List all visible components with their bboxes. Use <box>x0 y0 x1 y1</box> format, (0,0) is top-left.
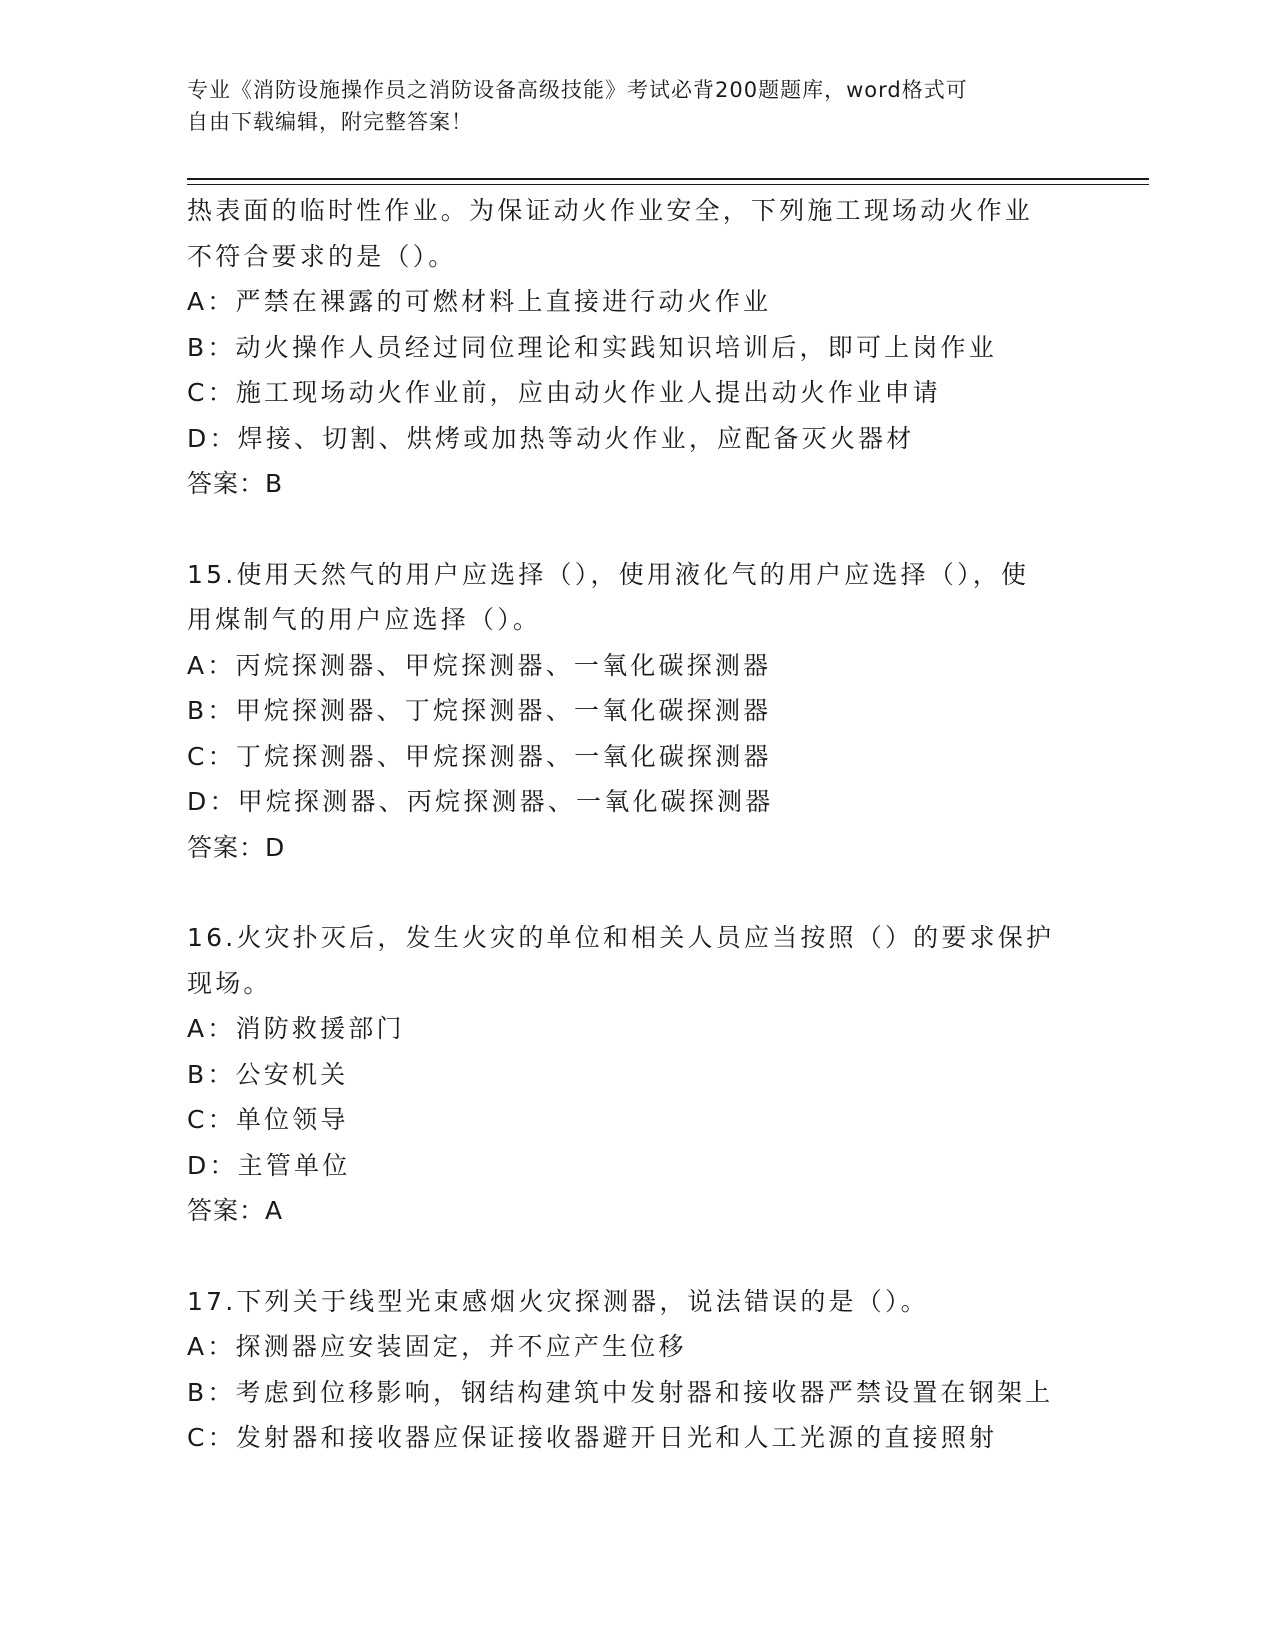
option-b: B：动火操作人员经过同位理论和实践知识培训后，即可上岗作业 <box>187 332 997 362</box>
option-c: C：发射器和接收器应保证接收器避开日光和人工光源的直接照射 <box>187 1423 998 1452</box>
option-d: D：主管单位 <box>187 1150 351 1180</box>
spacer <box>187 507 1087 552</box>
header-divider-thin <box>187 184 1149 185</box>
question-text: 不符合要求的是（）。 <box>187 241 457 271</box>
header-line-1: 专业《消防设施操作员之消防设备高级技能》考试必背200题题库，word格式可 <box>187 78 968 102</box>
answer: 答案：D <box>187 832 286 862</box>
option-a: A：消防救援部门 <box>187 1014 405 1043</box>
question-list <box>187 188 1087 1461</box>
question-text: 16.火灾扑灭后，发生火灾的单位和相关人员应当按照（）的要求保护 <box>187 923 1055 952</box>
document-header <box>187 74 1087 138</box>
question-17 <box>187 1279 1087 1461</box>
spacer <box>187 1234 1087 1279</box>
question-text: 热表面的临时性作业。为保证动火作业安全，下列施工现场动火作业 <box>187 196 1034 225</box>
option-b: B：公安机关 <box>187 1059 349 1089</box>
question-text: 17.下列关于线型光束感烟火灾探测器，说法错误的是（）。 <box>187 1286 929 1316</box>
answer: 答案：B <box>187 469 284 498</box>
option-a: A：严禁在裸露的可燃材料上直接进行动火作业 <box>187 287 772 316</box>
option-c: C：丁烷探测器、甲烷探测器、一氧化碳探测器 <box>187 741 772 771</box>
option-a: A：探测器应安装固定，并不应产生位移 <box>187 1332 687 1361</box>
option-d: D：焊接、切割、烘烤或加热等动火作业，应配备灭火器材 <box>187 423 915 453</box>
option-c: C：单位领导 <box>187 1105 349 1134</box>
header-divider-thick <box>187 178 1149 180</box>
question-14 <box>187 188 1087 507</box>
option-c: C：施工现场动火作业前，应由动火作业人提出动火作业申请 <box>187 378 941 407</box>
question-16 <box>187 915 1087 1234</box>
option-a: A：丙烷探测器、甲烷探测器、一氧化碳探测器 <box>187 650 772 680</box>
question-text: 现场。 <box>187 968 272 998</box>
option-b: B：甲烷探测器、丁烷探测器、一氧化碳探测器 <box>187 696 772 725</box>
question-text: 15.使用天然气的用户应选择（），使用液化气的用户应选择（），使 <box>187 559 1030 589</box>
question-15 <box>187 552 1087 871</box>
option-d: D：甲烷探测器、丙烷探测器、一氧化碳探测器 <box>187 787 774 816</box>
spacer <box>187 870 1087 915</box>
question-text: 用煤制气的用户应选择（）。 <box>187 605 542 634</box>
header-line-2: 自由下载编辑，附完整答案！ <box>187 110 473 134</box>
option-b: B：考虑到位移影响，钢结构建筑中发射器和接收器严禁设置在钢架上 <box>187 1377 1054 1407</box>
answer: 答案：A <box>187 1196 284 1225</box>
